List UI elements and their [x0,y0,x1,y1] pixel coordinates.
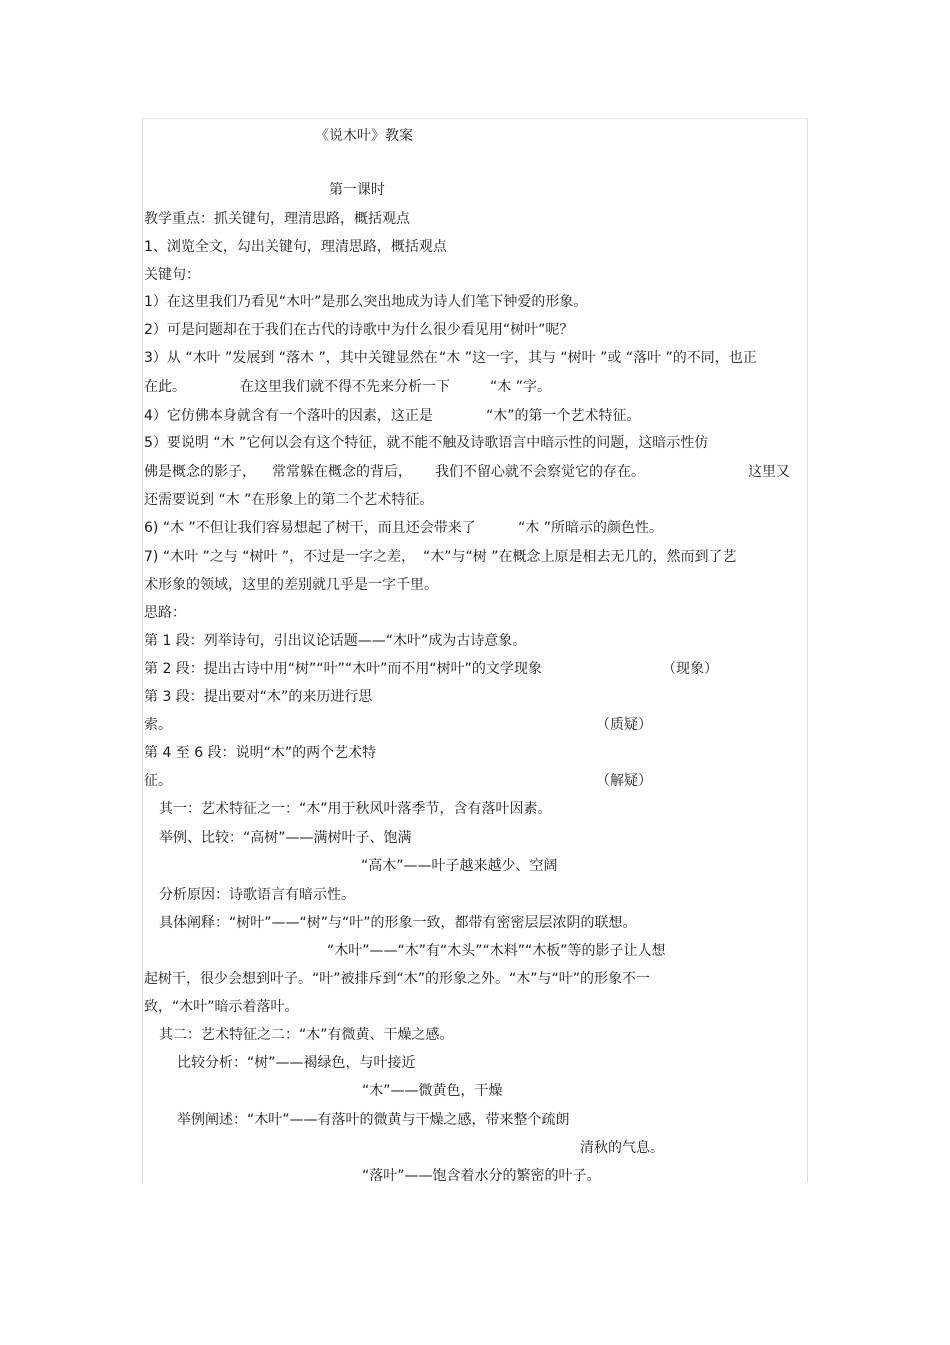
document-frame [142,118,808,1183]
document-title: 《说木叶》教案 [315,128,413,144]
key-sentence-1: 1）在这里我们乃看见“木叶”是那么突出地成为诗人们笔下钟爱的形象。 [144,294,588,310]
key-sentence-3-part-e: “木 ”字。 [490,379,551,395]
key-sentence-5-part-e: 这里又 [748,464,790,480]
lesson-heading: 第一课时 [329,182,385,198]
feature-2-comparison-2: “木”——微黄色，干燥 [362,1083,503,1099]
feature-2-example-2: 清秋的气息。 [580,1140,664,1156]
step-one: 1、浏览全文，勾出关键句，理清思路，概括观点 [144,239,447,255]
key-sentence-3-part-d: 在这里我们就不得不先来分析一下 [240,379,450,395]
feature-2: 其二：艺术特征之二：“木”有微黄、干燥之感。 [159,1027,454,1043]
teaching-focus: 教学重点：抓关键句，理清思路，概括观点 [144,211,410,227]
paragraph-4-6-tag: （解疑） [596,773,652,789]
paragraph-2-summary: 第 2 段：提出古诗中用“树”“叶”“木叶”而不用“树叶”的文学现象 [144,661,542,677]
feature-1-example-2: “高木”——叶子越来越少、空阔 [361,858,558,874]
key-sentence-6-part-b: “木 ”所暗示的颜色性。 [518,520,663,536]
key-sentences-label: 关键句： [144,267,200,283]
paragraph-4-6-summary: 第 4 至 6 段：说明“木”的两个艺术特 [144,745,377,761]
key-sentence-7-part-b: “木”与“树 ”在概念上原是相去无几的，然而到了艺 [423,549,737,565]
feature-1-detail-4: 致，“木叶”暗示着落叶。 [144,999,299,1015]
feature-1: 其一：艺术特征之一：“木”用于秋风叶落季节，含有落叶因素。 [159,801,552,817]
paragraph-3-tag: （质疑） [596,717,652,733]
feature-2-example-3: “落叶”——饱含着水分的繁密的叶子。 [362,1168,601,1184]
key-sentence-2: 2）可是问题却在于我们在古代的诗歌中为什么很少看见用“树叶”呢？ [144,322,574,338]
key-sentence-3-part-c: 在此。 [144,379,186,395]
key-sentence-4-part-a: 4）它仿佛本身就含有一个落叶的因素，这正是 [144,408,433,424]
key-sentence-5-part-c: 常常躲在概念的背后， [272,464,412,480]
paragraph-1-summary: 第 1 段：列举诗句，引出议论话题——“木叶”成为古诗意象。 [144,633,527,649]
key-sentence-5-part-a: 5）要说明 “木 ”它何以会有这个特征，就不能不触及诗歌语言中暗示性的问题，这暗示性仿 [144,435,709,451]
paragraph-4-6-summary-cont: 征。 [144,773,172,789]
key-sentence-3-part-b: “木 ”这一字，其与 “树叶 ”或 “落叶 ”的不同，也正 [439,350,757,366]
thought-label: 思路： [144,605,186,621]
feature-1-detail: 具体阐释：“树叶”——“树”与“叶”的形象一致，都带有密密层层浓阴的联想。 [159,915,637,931]
paragraph-2-tag: （现象） [662,661,718,677]
feature-1-reason: 分析原因：诗歌语言有暗示性。 [159,887,355,903]
key-sentence-5-part-d: 我们不留心就不会察觉它的存在。 [435,464,645,480]
key-sentence-4-part-b: “木”的第一个艺术特征。 [486,408,641,424]
key-sentence-7-part-c: 术形象的领域，这里的差别就几乎是一字千里。 [144,577,438,593]
feature-2-example: 举例阐述：“木叶”——有落叶的微黄与干燥之感，带来整个疏朗 [177,1112,570,1128]
key-sentence-5-part-b: 佛是概念的影子， [144,464,256,480]
key-sentence-5-part-f: 还需要说到 “木 ”在形象上的第二个艺术特征。 [144,492,434,508]
key-sentence-6-part-a: 6) “木 ”不但让我们容易想起了树干，而且还会带来了 [144,520,476,536]
feature-1-detail-2: “木叶”——“木”有“木头”“木料”“木板”等的影子让人想 [327,943,666,959]
paragraph-3-summary: 第 3 段：提出要对“木”的来历进行思 [144,689,373,705]
feature-2-comparison: 比较分析：“树”——褐绿色，与叶接近 [177,1055,416,1071]
feature-1-detail-3: 起树干，很少会想到叶子。“叶”被排斥到“木”的形象之外。“木”与“叶”的形象不一 [144,971,651,987]
paragraph-3-summary-cont: 索。 [144,717,172,733]
key-sentence-3-part-a: 3）从 “木叶 ”发展到 “落木 ”，其中关键显然在 [144,350,438,366]
key-sentence-7-part-a: 7) “木叶 ”之与 “树叶 ”，不过是一字之差， [144,549,416,565]
feature-1-example: 举例、比较：“高树”——满树叶子、饱满 [159,830,412,846]
